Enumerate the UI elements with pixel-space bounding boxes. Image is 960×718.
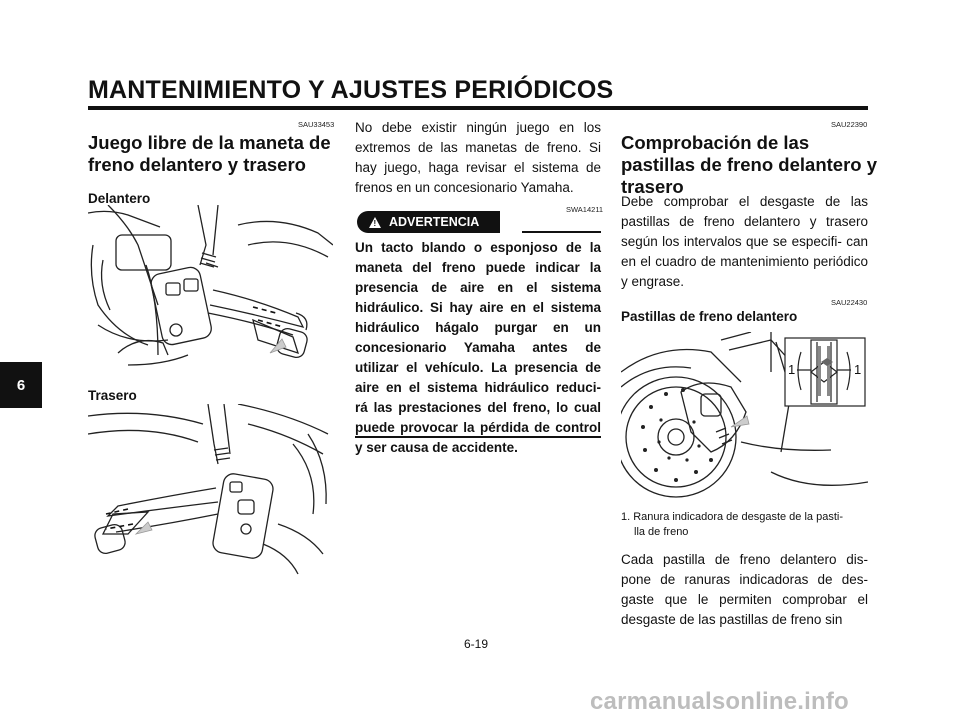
- warning-bottom-rule: [355, 436, 601, 438]
- warning-badge: [357, 211, 500, 233]
- left-heading-line1: Juego libre de la maneta de: [88, 132, 331, 153]
- right-body-text-2: Cada pastilla de freno delantero dis- pone de ranuras indicadoras de des- gaste que le permiten comprobar el desgaste de las pastillas de freno sin: [621, 552, 868, 627]
- brake-pad-illustration: [621, 332, 868, 502]
- header-rule: [88, 106, 868, 110]
- right-heading-line2: pastillas de freno delantero y: [621, 154, 877, 175]
- page-number: 6-19: [464, 637, 489, 651]
- caption-line1: 1. Ranura indicadora de desgaste de la pasti-: [621, 511, 843, 523]
- rear-label: Trasero: [88, 388, 137, 403]
- callout-left: 1: [788, 362, 796, 377]
- callout-right: 1: [854, 362, 862, 377]
- caption-line2: lla de freno: [634, 526, 689, 538]
- warning-code: SWA14211: [566, 205, 604, 214]
- warning-triangle-icon: !: [369, 217, 381, 228]
- left-heading-line2: freno delantero y trasero: [88, 154, 306, 175]
- warning-label: ADVERTENCIA: [389, 215, 480, 229]
- right-heading-line3: trasero: [621, 176, 684, 197]
- front-label: Delantero: [88, 191, 151, 206]
- left-section-code: SAU33453: [298, 120, 335, 129]
- middle-body-text: No debe existir ningún juego en los extremos de las manetas de freno. Si hay juego, haga revisar el sistema de frenos en un concesionario Yamaha.: [355, 120, 601, 195]
- chapter-tab: 6: [0, 362, 42, 408]
- front-lever-illustration: [88, 205, 333, 380]
- section-header: MANTENIMIENTO Y AJUSTES PERIÓDICOS: [88, 76, 614, 104]
- right-body-text: Debe comprobar el desgaste de las pastillas de freno delantero y trasero según los intervalos que se especifi- can en el cuadro de mantenimiento periódico y engrase.: [621, 194, 868, 289]
- right-section-code: SAU22390: [831, 120, 868, 129]
- warning-body-text: Un tacto blando o esponjoso de la maneta del freno puede indicar la presencia de aire en el sistema hidráulico. Si hay aire en el sistema hidráulico hágalo purgar en un concesionario Yamaha antes de utilizar el vehículo. La presencia de aire en el sistema hidráulico reduci- rá las prestaciones del freno, lo cual puede provocar la pérdida de control y ser causa de accidente.: [355, 240, 601, 455]
- front-pads-heading: Pastillas de freno delantero: [621, 309, 798, 324]
- right-heading-line1: Comprobación de las: [621, 132, 810, 153]
- right-sub-code: SAU22430: [831, 298, 868, 307]
- watermark: carmanualsonline.info: [590, 688, 849, 715]
- rear-lever-illustration: [88, 404, 333, 579]
- warning-top-rule: [522, 231, 601, 233]
